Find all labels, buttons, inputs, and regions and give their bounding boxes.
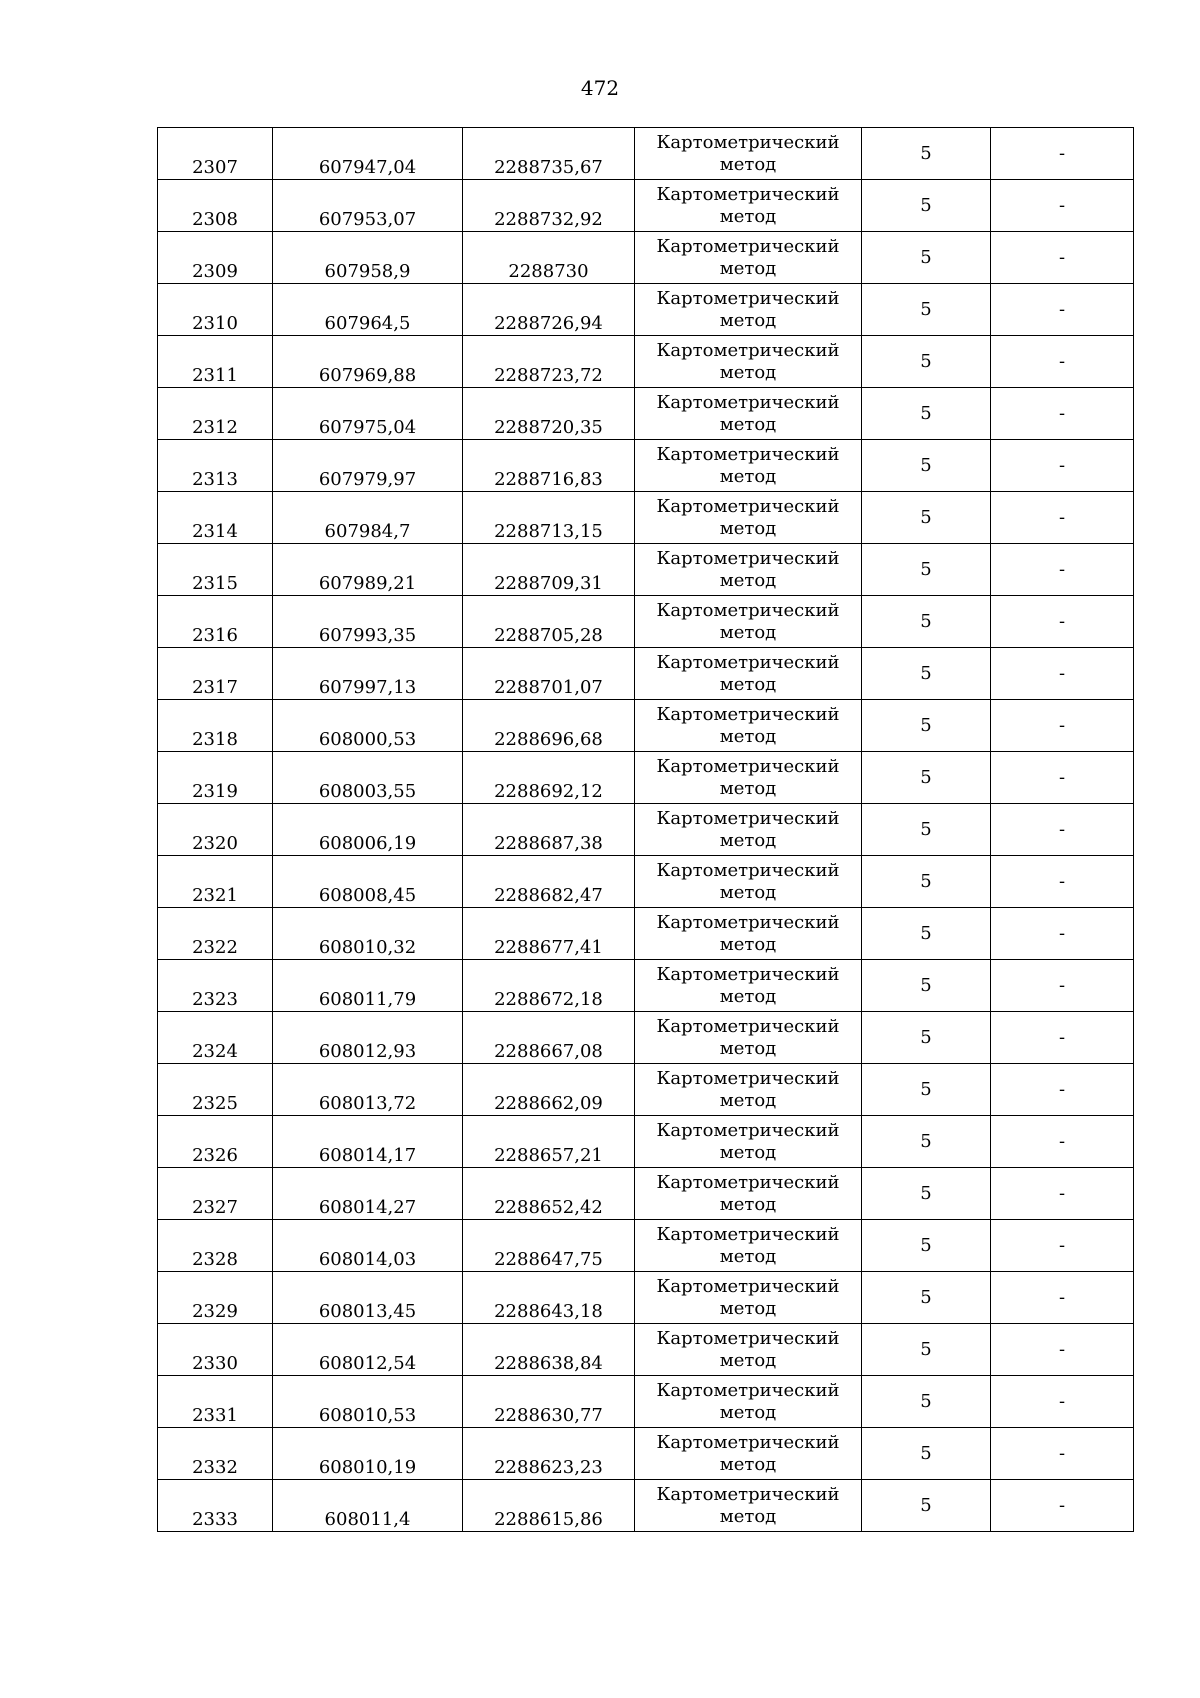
method-line-1: Картометрический	[656, 599, 840, 621]
method-line-1: Картометрический	[656, 1015, 840, 1037]
method-line-2: метод	[719, 413, 777, 435]
note-cell: -	[991, 596, 1134, 648]
method-line-2: метод	[719, 1245, 777, 1267]
method-cell	[635, 596, 862, 648]
accuracy-cell: 5	[862, 1324, 991, 1376]
note-cell: -	[991, 544, 1134, 596]
method-line-1: Картометрический	[656, 183, 840, 205]
x-coordinate-cell: 607964,5	[273, 284, 463, 336]
note-cell: -	[991, 1428, 1134, 1480]
y-coordinate-cell: 2288732,92	[463, 180, 635, 232]
accuracy-cell: 5	[862, 1012, 991, 1064]
method-cell	[635, 284, 862, 336]
point-number-cell: 2307	[158, 128, 273, 180]
x-coordinate-cell: 608003,55	[273, 752, 463, 804]
note-cell: -	[991, 128, 1134, 180]
point-number-cell: 2318	[158, 700, 273, 752]
method-line-1: Картометрический	[656, 443, 840, 465]
method-line-2: метод	[719, 569, 777, 591]
table-row	[158, 1064, 1134, 1116]
method-cell	[635, 908, 862, 960]
table-row	[158, 648, 1134, 700]
accuracy-cell: 5	[862, 1220, 991, 1272]
y-coordinate-cell: 2288672,18	[463, 960, 635, 1012]
y-coordinate-cell: 2288723,72	[463, 336, 635, 388]
method-cell	[635, 1012, 862, 1064]
method-cell	[635, 336, 862, 388]
point-number-cell: 2324	[158, 1012, 273, 1064]
y-coordinate-cell: 2288716,83	[463, 440, 635, 492]
y-coordinate-cell: 2288701,07	[463, 648, 635, 700]
accuracy-cell: 5	[862, 1116, 991, 1168]
method-line-2: метод	[719, 673, 777, 695]
table-row	[158, 284, 1134, 336]
method-line-2: метод	[719, 933, 777, 955]
note-cell: -	[991, 1272, 1134, 1324]
y-coordinate-cell: 2288705,28	[463, 596, 635, 648]
accuracy-cell: 5	[862, 180, 991, 232]
accuracy-cell: 5	[862, 1272, 991, 1324]
note-cell: -	[991, 284, 1134, 336]
method-cell	[635, 1168, 862, 1220]
table-row	[158, 1220, 1134, 1272]
table-row	[158, 804, 1134, 856]
table-row	[158, 544, 1134, 596]
note-cell: -	[991, 804, 1134, 856]
method-line-2: метод	[719, 153, 777, 175]
x-coordinate-cell: 608011,79	[273, 960, 463, 1012]
table-row	[158, 1168, 1134, 1220]
method-line-1: Картометрический	[656, 1327, 840, 1349]
method-line-2: метод	[719, 1193, 777, 1215]
method-line-2: метод	[719, 881, 777, 903]
table-row	[158, 1376, 1134, 1428]
accuracy-cell: 5	[862, 1428, 991, 1480]
accuracy-cell: 5	[862, 1480, 991, 1532]
table-row	[158, 1116, 1134, 1168]
method-cell	[635, 232, 862, 284]
method-cell	[635, 648, 862, 700]
y-coordinate-cell: 2288630,77	[463, 1376, 635, 1428]
y-coordinate-cell: 2288657,21	[463, 1116, 635, 1168]
method-line-2: метод	[719, 829, 777, 851]
x-coordinate-cell: 608008,45	[273, 856, 463, 908]
note-cell: -	[991, 700, 1134, 752]
x-coordinate-cell: 608014,17	[273, 1116, 463, 1168]
method-line-2: метод	[719, 1089, 777, 1111]
y-coordinate-cell: 2288687,38	[463, 804, 635, 856]
y-coordinate-cell: 2288735,67	[463, 128, 635, 180]
point-number-cell: 2313	[158, 440, 273, 492]
method-line-1: Картометрический	[656, 963, 840, 985]
table-row	[158, 1272, 1134, 1324]
y-coordinate-cell: 2288682,47	[463, 856, 635, 908]
method-cell	[635, 700, 862, 752]
point-number-cell: 2322	[158, 908, 273, 960]
method-line-1: Картометрический	[656, 495, 840, 517]
method-line-1: Картометрический	[656, 391, 840, 413]
x-coordinate-cell: 608012,54	[273, 1324, 463, 1376]
point-number-cell: 2331	[158, 1376, 273, 1428]
method-cell	[635, 856, 862, 908]
method-line-1: Картометрический	[656, 911, 840, 933]
accuracy-cell: 5	[862, 388, 991, 440]
table-row	[158, 180, 1134, 232]
accuracy-cell: 5	[862, 908, 991, 960]
note-cell: -	[991, 1376, 1134, 1428]
method-line-1: Картометрический	[656, 807, 840, 829]
x-coordinate-cell: 608006,19	[273, 804, 463, 856]
method-line-1: Картометрический	[656, 859, 840, 881]
note-cell: -	[991, 492, 1134, 544]
x-coordinate-cell: 607993,35	[273, 596, 463, 648]
accuracy-cell: 5	[862, 492, 991, 544]
note-cell: -	[991, 908, 1134, 960]
accuracy-cell: 5	[862, 648, 991, 700]
note-cell: -	[991, 1064, 1134, 1116]
method-line-2: метод	[719, 1297, 777, 1319]
point-number-cell: 2308	[158, 180, 273, 232]
x-coordinate-cell: 608011,4	[273, 1480, 463, 1532]
method-line-1: Картометрический	[656, 651, 840, 673]
table-row	[158, 1012, 1134, 1064]
note-cell: -	[991, 1012, 1134, 1064]
accuracy-cell: 5	[862, 1064, 991, 1116]
method-line-2: метод	[719, 777, 777, 799]
point-number-cell: 2332	[158, 1428, 273, 1480]
accuracy-cell: 5	[862, 856, 991, 908]
method-line-1: Картометрический	[656, 1483, 840, 1505]
method-line-1: Картометрический	[656, 755, 840, 777]
note-cell: -	[991, 648, 1134, 700]
table-row	[158, 1324, 1134, 1376]
x-coordinate-cell: 607958,9	[273, 232, 463, 284]
y-coordinate-cell: 2288615,86	[463, 1480, 635, 1532]
method-line-1: Картометрический	[656, 287, 840, 309]
method-cell	[635, 492, 862, 544]
method-cell	[635, 1272, 862, 1324]
method-cell	[635, 128, 862, 180]
note-cell: -	[991, 1324, 1134, 1376]
method-cell	[635, 752, 862, 804]
y-coordinate-cell: 2288623,23	[463, 1428, 635, 1480]
note-cell: -	[991, 336, 1134, 388]
y-coordinate-cell: 2288696,68	[463, 700, 635, 752]
point-number-cell: 2329	[158, 1272, 273, 1324]
point-number-cell: 2315	[158, 544, 273, 596]
accuracy-cell: 5	[862, 232, 991, 284]
method-cell	[635, 804, 862, 856]
point-number-cell: 2328	[158, 1220, 273, 1272]
method-line-2: метод	[719, 1037, 777, 1059]
point-number-cell: 2327	[158, 1168, 273, 1220]
x-coordinate-cell: 607947,04	[273, 128, 463, 180]
method-cell	[635, 1376, 862, 1428]
method-line-1: Картометрический	[656, 547, 840, 569]
method-line-1: Картометрический	[656, 1379, 840, 1401]
table-row	[158, 856, 1134, 908]
y-coordinate-cell: 2288726,94	[463, 284, 635, 336]
method-line-1: Картометрический	[656, 1223, 840, 1245]
x-coordinate-cell: 608012,93	[273, 1012, 463, 1064]
y-coordinate-cell: 2288692,12	[463, 752, 635, 804]
method-cell	[635, 960, 862, 1012]
note-cell: -	[991, 388, 1134, 440]
table-row	[158, 752, 1134, 804]
point-number-cell: 2330	[158, 1324, 273, 1376]
method-line-2: метод	[719, 985, 777, 1007]
method-line-1: Картометрический	[656, 1067, 840, 1089]
note-cell: -	[991, 752, 1134, 804]
method-cell	[635, 1064, 862, 1116]
point-number-cell: 2333	[158, 1480, 273, 1532]
point-number-cell: 2321	[158, 856, 273, 908]
x-coordinate-cell: 608000,53	[273, 700, 463, 752]
method-line-1: Картометрический	[656, 1275, 840, 1297]
x-coordinate-cell: 607975,04	[273, 388, 463, 440]
y-coordinate-cell: 2288652,42	[463, 1168, 635, 1220]
x-coordinate-cell: 607969,88	[273, 336, 463, 388]
table-row	[158, 908, 1134, 960]
method-cell	[635, 180, 862, 232]
method-line-1: Картометрический	[656, 235, 840, 257]
x-coordinate-cell: 607984,7	[273, 492, 463, 544]
method-line-2: метод	[719, 1453, 777, 1475]
method-line-2: метод	[719, 1401, 777, 1423]
method-line-2: метод	[719, 621, 777, 643]
method-line-1: Картометрический	[656, 1431, 840, 1453]
y-coordinate-cell: 2288662,09	[463, 1064, 635, 1116]
table-row	[158, 128, 1134, 180]
page-number: 472	[580, 76, 620, 100]
method-cell	[635, 388, 862, 440]
note-cell: -	[991, 1168, 1134, 1220]
table-row	[158, 440, 1134, 492]
x-coordinate-cell: 608013,45	[273, 1272, 463, 1324]
x-coordinate-cell: 607953,07	[273, 180, 463, 232]
method-cell	[635, 440, 862, 492]
point-number-cell: 2317	[158, 648, 273, 700]
method-line-2: метод	[719, 309, 777, 331]
y-coordinate-cell: 2288677,41	[463, 908, 635, 960]
point-number-cell: 2323	[158, 960, 273, 1012]
method-line-2: метод	[719, 725, 777, 747]
x-coordinate-cell: 608014,03	[273, 1220, 463, 1272]
x-coordinate-cell: 607997,13	[273, 648, 463, 700]
table-row	[158, 700, 1134, 752]
method-line-1: Картометрический	[656, 131, 840, 153]
note-cell: -	[991, 1220, 1134, 1272]
coordinates-table	[157, 127, 1134, 1532]
method-line-1: Картометрический	[656, 1119, 840, 1141]
accuracy-cell: 5	[862, 804, 991, 856]
accuracy-cell: 5	[862, 1376, 991, 1428]
method-cell	[635, 1428, 862, 1480]
method-line-1: Картометрический	[656, 339, 840, 361]
method-line-2: метод	[719, 1141, 777, 1163]
accuracy-cell: 5	[862, 752, 991, 804]
table-row	[158, 1428, 1134, 1480]
y-coordinate-cell: 2288720,35	[463, 388, 635, 440]
point-number-cell: 2319	[158, 752, 273, 804]
y-coordinate-cell: 2288730	[463, 232, 635, 284]
method-line-2: метод	[719, 205, 777, 227]
accuracy-cell: 5	[862, 596, 991, 648]
point-number-cell: 2314	[158, 492, 273, 544]
note-cell: -	[991, 1116, 1134, 1168]
table-row	[158, 596, 1134, 648]
y-coordinate-cell: 2288647,75	[463, 1220, 635, 1272]
method-cell	[635, 1480, 862, 1532]
accuracy-cell: 5	[862, 960, 991, 1012]
method-line-2: метод	[719, 465, 777, 487]
method-cell	[635, 1220, 862, 1272]
method-line-1: Картометрический	[656, 703, 840, 725]
table-row	[158, 492, 1134, 544]
x-coordinate-cell: 608010,32	[273, 908, 463, 960]
x-coordinate-cell: 608014,27	[273, 1168, 463, 1220]
accuracy-cell: 5	[862, 336, 991, 388]
method-cell	[635, 1116, 862, 1168]
y-coordinate-cell: 2288709,31	[463, 544, 635, 596]
point-number-cell: 2309	[158, 232, 273, 284]
y-coordinate-cell: 2288667,08	[463, 1012, 635, 1064]
y-coordinate-cell: 2288638,84	[463, 1324, 635, 1376]
table-row	[158, 336, 1134, 388]
method-cell	[635, 1324, 862, 1376]
note-cell: -	[991, 960, 1134, 1012]
method-line-2: метод	[719, 1505, 777, 1527]
x-coordinate-cell: 608013,72	[273, 1064, 463, 1116]
point-number-cell: 2320	[158, 804, 273, 856]
note-cell: -	[991, 440, 1134, 492]
x-coordinate-cell: 607979,97	[273, 440, 463, 492]
point-number-cell: 2325	[158, 1064, 273, 1116]
method-line-2: метод	[719, 517, 777, 539]
x-coordinate-cell: 608010,19	[273, 1428, 463, 1480]
accuracy-cell: 5	[862, 544, 991, 596]
accuracy-cell: 5	[862, 440, 991, 492]
point-number-cell: 2311	[158, 336, 273, 388]
accuracy-cell: 5	[862, 128, 991, 180]
method-line-1: Картометрический	[656, 1171, 840, 1193]
y-coordinate-cell: 2288643,18	[463, 1272, 635, 1324]
table-row	[158, 232, 1134, 284]
x-coordinate-cell: 608010,53	[273, 1376, 463, 1428]
point-number-cell: 2326	[158, 1116, 273, 1168]
note-cell: -	[991, 1480, 1134, 1532]
note-cell: -	[991, 180, 1134, 232]
table-row	[158, 960, 1134, 1012]
accuracy-cell: 5	[862, 1168, 991, 1220]
y-coordinate-cell: 2288713,15	[463, 492, 635, 544]
point-number-cell: 2312	[158, 388, 273, 440]
coordinates-table-body	[158, 128, 1134, 1532]
table-row	[158, 388, 1134, 440]
method-line-2: метод	[719, 361, 777, 383]
point-number-cell: 2310	[158, 284, 273, 336]
x-coordinate-cell: 607989,21	[273, 544, 463, 596]
point-number-cell: 2316	[158, 596, 273, 648]
note-cell: -	[991, 232, 1134, 284]
method-cell	[635, 544, 862, 596]
note-cell: -	[991, 856, 1134, 908]
accuracy-cell: 5	[862, 700, 991, 752]
method-line-2: метод	[719, 257, 777, 279]
table-row	[158, 1480, 1134, 1532]
method-line-2: метод	[719, 1349, 777, 1371]
accuracy-cell: 5	[862, 284, 991, 336]
